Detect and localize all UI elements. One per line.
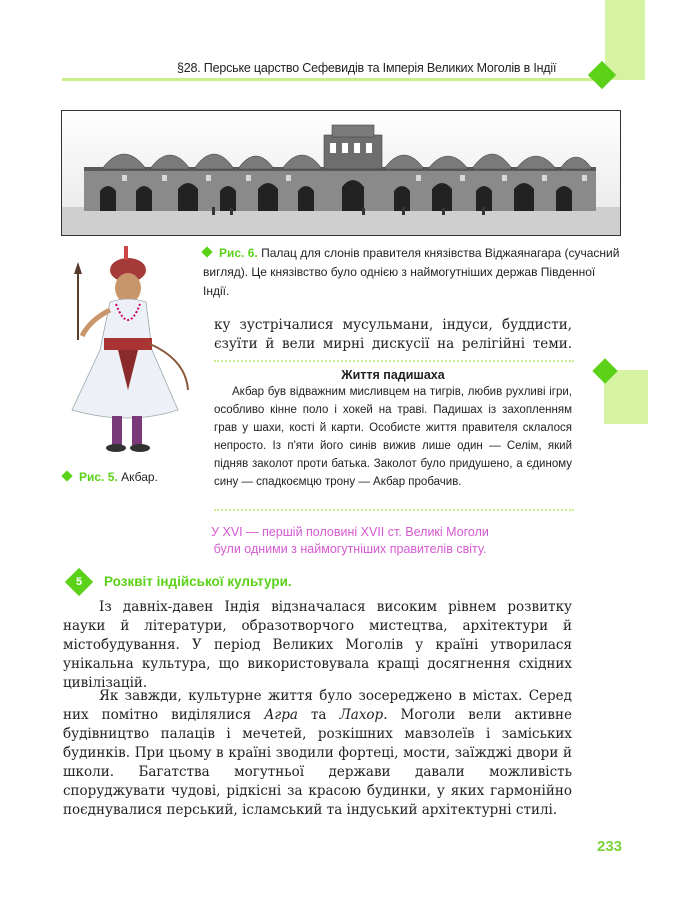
paragraph-2-text	[63, 687, 572, 820]
header-rule	[62, 78, 610, 81]
figure-6-label: Рис. 6.	[219, 246, 258, 260]
figure-5-text: Акбар.	[121, 470, 158, 484]
city-agra: Агра	[264, 707, 298, 723]
corner-tab	[605, 0, 645, 80]
paragraph-2	[63, 687, 572, 820]
continuation-line-1: ку зустрічалися мусульмани, індуси, буддисти,	[214, 317, 572, 333]
figure-6-text: Палац для слонів правителя князівства Віджаянагара (сучасний вигляд). Це князівство було однією з наймогутніших держав Південної Індії.	[203, 246, 620, 298]
paragraph-1-text: Із давніх-давен Індія відзначалася високим рівнем розвитку науки й літератури, образотворчого мистецтва, архітектури й містобудування. У період Великих Моголів у країні утворилася унікальна культура, що використовувала кращі досягнення східних цивілізацій.	[63, 599, 572, 691]
section-title: Розквіт індійської культури.	[104, 574, 292, 589]
highlight-statement	[130, 524, 570, 558]
paragraph-2-start: Як завжди, культурне життя було зосереджено в містах. Серед них помітно виділялися	[63, 688, 572, 723]
box-bottom-rule	[214, 509, 574, 511]
caption-diamond-icon	[201, 246, 212, 257]
figure-6-caption	[203, 244, 623, 301]
running-header: §28. Перське царство Сефевидів та Імперія Великих Моголів в Індії	[177, 61, 557, 75]
continuation-line-2: єзуїти й вели мирні дискусії на релігійні теми.	[214, 336, 572, 352]
caption-diamond-icon	[61, 470, 72, 481]
paragraph-1	[63, 598, 572, 693]
figure-5-label: Рис. 5.	[79, 470, 118, 484]
figure-5-caption	[63, 470, 158, 484]
akbar-illustration	[60, 240, 195, 460]
box-paragraph: Акбар був відважним мисливцем на тигрів, любив рухливі ігри, особливо кінне поло і хокей на траві. Падишах із захопленням грав у шахи, кості й карти. Особисте життя правителя склалося непросто. Із п'яти його синів вижив лише один — Селім, який підняв заколот проти батька. Заколот було придушено, а єдиному сину — спадкоємцю трону — Акбар пробачив.	[214, 386, 572, 489]
city-lahore: Лахор.	[339, 707, 388, 723]
highlight-line-1: У XVI — першій половині XVII ст. Великі Моголи	[211, 525, 489, 539]
section-number: 5	[75, 576, 83, 588]
box-text	[214, 383, 572, 492]
box-top-rule	[214, 360, 574, 362]
conjunction: та	[297, 707, 340, 723]
paragraph-2-end: Моголи вели активне будівництво палаців і мечетей, розкішних мавзолеїв і заміських будинків. При цьому в країні зводили фортеці, мости, заїжджі двори й школи. Багатства могутньої держави давали можливість споруджувати чудові, рідкісні за красою будинки, у яких гармонійно поєднувалися перський, ісламський та індуський архітектурні стилі.	[63, 707, 572, 818]
page-number: 233	[597, 838, 623, 855]
box-title: Життя падишаха	[341, 368, 445, 382]
palace-photo	[61, 110, 621, 236]
highlight-line-2: були одними з наймогутніших правителів світу.	[213, 542, 487, 556]
